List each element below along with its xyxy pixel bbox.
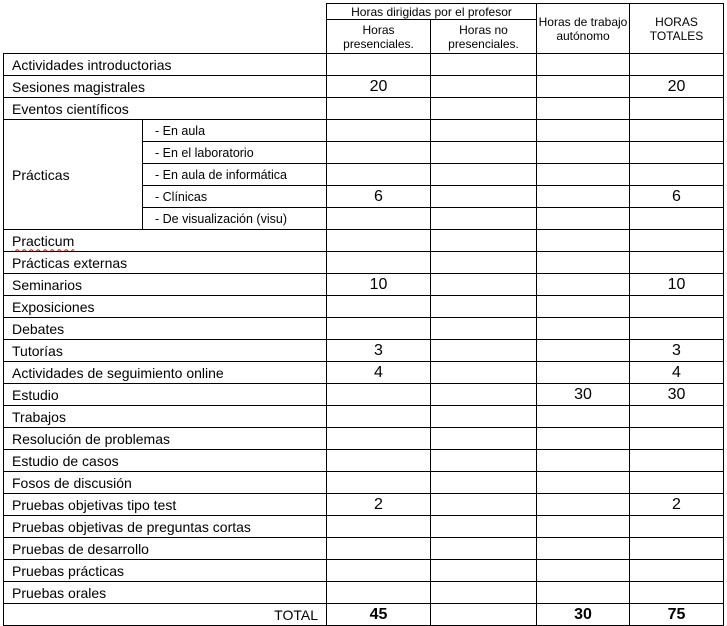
table-row: [4, 98, 724, 120]
cell-total: 4: [630, 362, 724, 384]
activity-label: Resolución de problemas: [4, 428, 327, 450]
activity-label: Pruebas objetivas tipo test: [4, 494, 327, 516]
cell-total: [630, 406, 724, 428]
cell-presenciales: 45: [327, 604, 431, 626]
cell-autonomo: [537, 318, 630, 340]
cell-total: [630, 296, 724, 318]
cell-presenciales: 10: [327, 274, 431, 296]
cell-no-presenciales: [431, 384, 537, 406]
cell-presenciales: [327, 384, 431, 406]
cell-autonomo: [537, 494, 630, 516]
activity-label: Seminarios: [4, 274, 327, 296]
activity-label: Actividades introductorias: [4, 54, 327, 76]
cell-total: [630, 516, 724, 538]
cell-total: [630, 318, 724, 340]
activity-label: Estudio de casos: [4, 450, 327, 472]
activity-label: Pruebas objetivas de preguntas cortas: [4, 516, 327, 538]
cell-autonomo: [537, 208, 630, 230]
cell-presenciales: [327, 142, 431, 164]
cell-no-presenciales: [431, 252, 537, 274]
cell-autonomo: [537, 340, 630, 362]
cell-presenciales: 2: [327, 494, 431, 516]
cell-no-presenciales: [431, 318, 537, 340]
header-totales: HORAS TOTALES: [630, 4, 724, 54]
hours-table: [3, 3, 724, 626]
cell-no-presenciales: [431, 582, 537, 604]
total-label: TOTAL: [4, 604, 327, 626]
cell-total: [630, 428, 724, 450]
cell-autonomo: [537, 516, 630, 538]
cell-no-presenciales: [431, 538, 537, 560]
cell-total: [630, 142, 724, 164]
cell-autonomo: 30: [537, 604, 630, 626]
table-row: [4, 450, 724, 472]
activity-label: Trabajos: [4, 406, 327, 428]
cell-presenciales: [327, 120, 431, 142]
table-row: [4, 252, 724, 274]
cell-total: [630, 450, 724, 472]
table-row: [4, 318, 724, 340]
cell-presenciales: [327, 516, 431, 538]
cell-total: [630, 538, 724, 560]
cell-no-presenciales: [431, 274, 537, 296]
cell-no-presenciales: [431, 406, 537, 428]
cell-total: 75: [630, 604, 724, 626]
cell-autonomo: [537, 428, 630, 450]
cell-autonomo: [537, 582, 630, 604]
cell-autonomo: [537, 472, 630, 494]
cell-total: [630, 230, 724, 252]
table-row: [4, 384, 724, 406]
header-presenciales: Horas presenciales.: [327, 20, 431, 54]
activity-label: Pruebas prácticas: [4, 560, 327, 582]
cell-no-presenciales: [431, 76, 537, 98]
header-no-presenciales: Horas no presenciales.: [431, 20, 537, 54]
cell-no-presenciales: [431, 120, 537, 142]
header-group: Horas dirigidas por el profesor: [327, 4, 537, 20]
table-row: [4, 76, 724, 98]
cell-presenciales: [327, 208, 431, 230]
cell-total: 20: [630, 76, 724, 98]
practicas-sub-label: - En aula: [143, 120, 327, 142]
practicas-sub-label: - En aula de informática: [143, 164, 327, 186]
total-row: [4, 604, 724, 626]
table-row: [4, 428, 724, 450]
table-row: [4, 494, 724, 516]
cell-no-presenciales: [431, 494, 537, 516]
cell-autonomo: [537, 76, 630, 98]
activity-label: Debates: [4, 318, 327, 340]
cell-presenciales: [327, 98, 431, 120]
cell-presenciales: [327, 472, 431, 494]
cell-autonomo: [537, 164, 630, 186]
cell-presenciales: [327, 428, 431, 450]
cell-presenciales: [327, 406, 431, 428]
cell-total: [630, 582, 724, 604]
cell-presenciales: [327, 164, 431, 186]
cell-autonomo: [537, 54, 630, 76]
practicas-sub-label: - Clínicas: [143, 186, 327, 208]
cell-no-presenciales: [431, 54, 537, 76]
cell-presenciales: 20: [327, 76, 431, 98]
cell-presenciales: [327, 296, 431, 318]
practicas-sub-label: - De visualización (visu): [143, 208, 327, 230]
cell-total: 10: [630, 274, 724, 296]
cell-no-presenciales: [431, 98, 537, 120]
cell-no-presenciales: [431, 164, 537, 186]
table-row: [4, 472, 724, 494]
cell-autonomo: [537, 538, 630, 560]
cell-autonomo: [537, 252, 630, 274]
cell-autonomo: [537, 230, 630, 252]
cell-no-presenciales: [431, 516, 537, 538]
activity-label: Eventos científicos: [4, 98, 327, 120]
activity-label: Prácticas externas: [4, 252, 327, 274]
table-row: [4, 296, 724, 318]
header-autonomo: Horas de trabajo autónomo: [537, 4, 630, 54]
activity-label: Pruebas de desarrollo: [4, 538, 327, 560]
cell-total: [630, 560, 724, 582]
table-row: [4, 516, 724, 538]
cell-total: [630, 472, 724, 494]
cell-no-presenciales: [431, 340, 537, 362]
cell-autonomo: [537, 450, 630, 472]
activity-label: Actividades de seguimiento online: [4, 362, 327, 384]
cell-no-presenciales: [431, 450, 537, 472]
table-row: [4, 274, 724, 296]
cell-total: [630, 98, 724, 120]
cell-autonomo: [537, 186, 630, 208]
cell-total: 2: [630, 494, 724, 516]
practicas-sub-label: - En el laboratorio: [143, 142, 327, 164]
cell-no-presenciales: [431, 296, 537, 318]
cell-no-presenciales: [431, 428, 537, 450]
cell-autonomo: [537, 274, 630, 296]
cell-autonomo: 30: [537, 384, 630, 406]
activity-label: Pruebas orales: [4, 582, 327, 604]
cell-autonomo: [537, 142, 630, 164]
cell-total: 30: [630, 384, 724, 406]
cell-autonomo: [537, 560, 630, 582]
header-blank-cell: [4, 4, 327, 54]
cell-presenciales: 6: [327, 186, 431, 208]
cell-presenciales: 4: [327, 362, 431, 384]
cell-autonomo: [537, 362, 630, 384]
table-row: [4, 560, 724, 582]
practicas-label: Prácticas: [4, 120, 143, 230]
cell-no-presenciales: [431, 604, 537, 626]
cell-total: 6: [630, 186, 724, 208]
cell-total: [630, 252, 724, 274]
activity-label: Exposiciones: [4, 296, 327, 318]
cell-no-presenciales: [431, 362, 537, 384]
cell-presenciales: [327, 582, 431, 604]
cell-autonomo: [537, 120, 630, 142]
cell-total: [630, 208, 724, 230]
cell-no-presenciales: [431, 560, 537, 582]
activity-label: Estudio: [4, 384, 327, 406]
cell-presenciales: 3: [327, 340, 431, 362]
cell-presenciales: [327, 450, 431, 472]
cell-no-presenciales: [431, 230, 537, 252]
cell-presenciales: [327, 538, 431, 560]
cell-autonomo: [537, 296, 630, 318]
cell-total: [630, 54, 724, 76]
cell-no-presenciales: [431, 472, 537, 494]
cell-total: 3: [630, 340, 724, 362]
table-row: [4, 538, 724, 560]
cell-no-presenciales: [431, 208, 537, 230]
cell-no-presenciales: [431, 186, 537, 208]
table-row: [4, 582, 724, 604]
cell-autonomo: [537, 98, 630, 120]
table-row: [4, 406, 724, 428]
table-row: [4, 340, 724, 362]
table-row: [4, 362, 724, 384]
cell-presenciales: [327, 230, 431, 252]
cell-presenciales: [327, 54, 431, 76]
cell-presenciales: [327, 560, 431, 582]
cell-total: [630, 120, 724, 142]
activity-label: Sesiones magistrales: [4, 76, 327, 98]
cell-autonomo: [537, 406, 630, 428]
table-row: [4, 120, 724, 142]
activity-label: Fosos de discusión: [4, 472, 327, 494]
cell-total: [630, 164, 724, 186]
cell-presenciales: [327, 318, 431, 340]
table-row: [4, 230, 724, 252]
table-row: [4, 54, 724, 76]
activity-label: Practicum: [4, 230, 327, 252]
cell-presenciales: [327, 252, 431, 274]
cell-no-presenciales: [431, 142, 537, 164]
activity-label: Tutorías: [4, 340, 327, 362]
